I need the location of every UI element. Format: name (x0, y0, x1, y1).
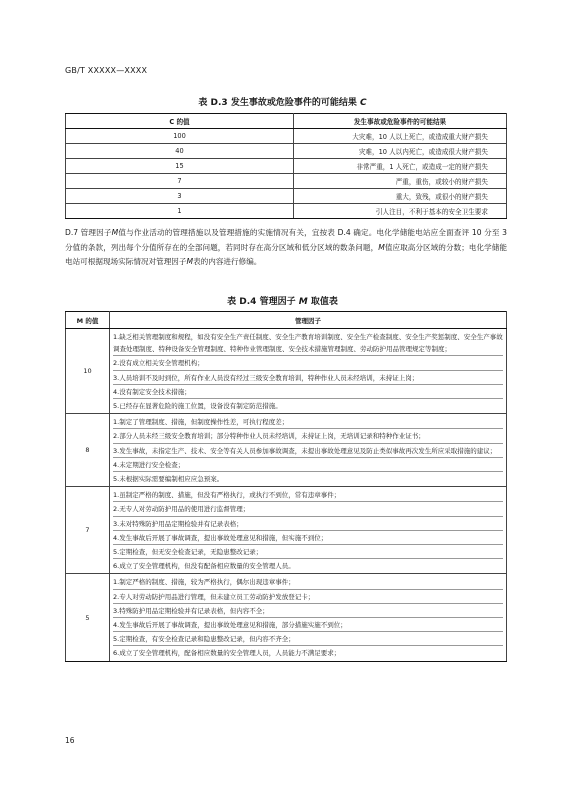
management-factor-cell (110, 329, 507, 414)
consequence-cell: 灾难，10 人以内死亡，或造成很大财产损失 (294, 144, 507, 159)
table-d3-caption-variable: C (359, 98, 367, 108)
clause-d7-paragraph (65, 226, 507, 270)
c-value-cell: 15 (66, 159, 294, 174)
m-value-cell: 8 (66, 414, 110, 487)
factor-item: 1.缺乏相关管理制度和规程，如没有安全生产责任制度、安全生产教育培训制度、安全生产检查制度、安全生产奖惩制度、安全生产事故调查处理制度、特种设备安全管理制度、特种作业管理制度、安全技术措施管理制度、劳动防护用品管理规定等制度； (113, 330, 503, 356)
c-value-cell: 3 (66, 189, 294, 204)
consequence-header: 发生事故或危险事件的可能结果 (294, 114, 507, 129)
management-factor-cell (110, 574, 507, 661)
paragraph-text: 表的内容进行修编。 (193, 257, 262, 266)
factor-item: 2.没有成立相关安全管理机构； (113, 356, 503, 370)
table-row (66, 189, 507, 204)
factor-item: 3.特殊防护用品定期检验并有记录表格，但内容不全； (113, 604, 503, 618)
consequence-cell: 非常严重，1 人死亡，或造成一定的财产损失 (294, 159, 507, 174)
consequence-cell: 严重，重伤，或较小的财产损失 (294, 174, 507, 189)
m-value-cell: 10 (66, 329, 110, 414)
factor-item: 4.没有制定安全技术措施； (113, 385, 503, 399)
factor-item: 6.成立了安全管理机构，配备相应数量的安全管理人员，人员能力不满足要求； (113, 649, 341, 658)
c-value-header: C 的值 (66, 114, 294, 129)
variable-m: M (186, 257, 194, 266)
table-header-row (66, 312, 507, 329)
factor-item: 1.制定严格的制度、措施，较为严格执行，偶尔出现违章事件； (113, 575, 503, 589)
m-value-cell: 7 (66, 487, 110, 574)
table-d3-caption (0, 95, 565, 108)
variable-m: M (378, 242, 385, 252)
factor-item: 5.已经存在显著危险的施工位置，设备没有制定防范措施。 (113, 402, 282, 411)
consequence-cell: 重大，致残，或很小的财产损失 (294, 189, 507, 204)
management-factor-cell (110, 487, 507, 574)
table-d4-caption-variable: M (298, 297, 308, 307)
table-row (66, 144, 507, 159)
factor-item: 4.发生事故后开展了事故调查，提出事故处理意见和措施，但实施不到位； (113, 531, 503, 545)
table-d4-caption (0, 294, 565, 307)
management-factor-table (65, 311, 507, 662)
factor-item: 4.未定期进行安全检查； (113, 458, 503, 472)
factor-item: 3.未对特殊防护用品定期检验并有记录表格； (113, 517, 503, 531)
document-code: GB/T XXXXX—XXXX (65, 66, 148, 75)
variable-m: M (111, 228, 119, 237)
factor-item: 5.定期检查，但无安全检查记录，无隐患整改记录； (113, 545, 503, 559)
factor-item: 5.定期检查，有安全检查记录和隐患整改记录，但内容不齐全； (113, 632, 503, 646)
factor-item: 2.部分人员未经三级安全教育培训；部分特种作业人员未经培训，未持证上岗，无培训记录和特种作业证书； (113, 429, 503, 443)
table-row (66, 129, 507, 144)
factor-item: 4.发生事故后开展了事故调查，提出事故处理意见和措施，部分措施实施不到位； (113, 618, 503, 632)
table-header-row (66, 114, 507, 129)
factor-item: 1.虽制定严格的制度、措施，但没有严格执行，或执行不到位，常有违章事件； (113, 488, 503, 502)
paragraph-text: D.7 管理因子 (65, 228, 112, 237)
management-factor-cell (110, 414, 507, 487)
factor-item: 2.专人对劳动防护用品进行管理，但未建立员工劳动防护发放登记卡； (113, 590, 503, 604)
table-row (66, 329, 507, 414)
table-row (66, 574, 507, 661)
factor-item: 1.制定了管理制度、措施，但制度操作性差，可执行程度差； (113, 415, 503, 429)
paragraph-text: 值与作业活动的管理措施以及管理措施的实施情况有关，宜按表 D.4 确定。电化学储能电站应全面查评 10 分至 3 分值的条款，列出每个分值所存在的全部问题，若同时存在高分区域和低分区域的数条问题， (65, 228, 507, 252)
page-number: 16 (65, 736, 75, 745)
c-value-cell: 100 (66, 129, 294, 144)
factor-item: 3.人员培训不及时到位，所有作业人员没有经过三级安全教育培训，特种作业人员未经培训，未持证上岗； (113, 371, 503, 385)
table-row (66, 204, 507, 219)
factor-item: 6.成立了安全管理机构，但没有配备相应数量的安全管理人员。 (113, 562, 295, 571)
table-d4-caption-text: 表 D.4 管理因子 (227, 297, 299, 307)
c-value-cell: 7 (66, 174, 294, 189)
table-row (66, 174, 507, 189)
table-d4-caption-suffix: 取值表 (307, 297, 338, 307)
table-row (66, 414, 507, 487)
table-d3-caption-text: 表 D.3 发生事故或危险事件的可能结果 (198, 98, 360, 108)
possible-consequences-table (65, 113, 507, 219)
factor-item: 5.未根据实际需要编制相应应急预案。 (113, 475, 224, 484)
management-factor-header: 管理因子 (110, 312, 507, 329)
c-value-cell: 40 (66, 144, 294, 159)
factor-item: 3.发生事故，未指定生产、技术、安全等有关人员参加事故调查，未提出事故处理意见及防止类似事故再次发生所应采取措施的建议； (113, 444, 503, 458)
table-row (66, 159, 507, 174)
consequence-cell: 大灾难，10 人以上死亡，或造成重大财产损失 (294, 129, 507, 144)
consequence-cell: 引人注目，不利于基本的安全卫生要求 (294, 204, 507, 219)
paragraph-text: 值应取高分区域的分数；电化学储能电站可根据现场实际情况对管理因子 (65, 242, 508, 266)
table-row (66, 487, 507, 574)
m-value-cell: 5 (66, 574, 110, 661)
m-value-header: M 的值 (66, 312, 110, 329)
c-value-cell: 1 (66, 204, 294, 219)
factor-item: 2.无专人对劳动防护用品的使用进行监督管理； (113, 502, 503, 516)
